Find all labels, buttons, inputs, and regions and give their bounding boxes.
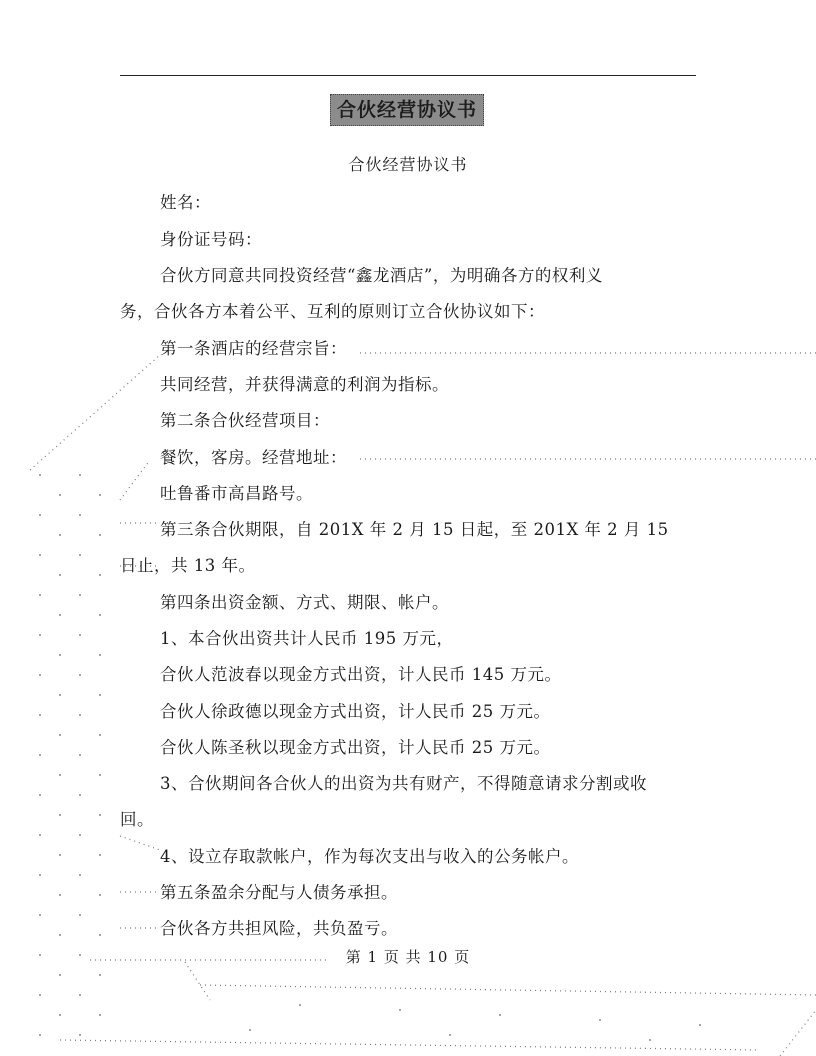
article-2-heading: 第二条合伙经营项目：: [160, 411, 330, 430]
article-4-heading: 第四条出资金额、方式、期限、帐户。: [160, 593, 449, 612]
preamble-line-1: 合伙方同意共同投资经营“鑫龙酒店”，为明确各方的权利义: [160, 266, 603, 285]
article-4-item-1: 1、本合伙出资共计人民币 195 万元，: [160, 629, 454, 648]
header-banner-title: 合伙经营协议书: [330, 94, 484, 126]
preamble-line-2: 务，合伙各方本着公平、互利的原则订立合伙协议如下：: [120, 302, 545, 321]
article-3-line-1: 第三条合伙期限，自 201X 年 2 月 15 日起，至 201X 年 2 月 15: [160, 520, 669, 539]
article-2-address: 吐鲁番市高昌路号。: [160, 484, 313, 503]
article-1-text: 共同经营，并获得满意的利润为指标。: [160, 375, 449, 394]
article-4-item-4: 4、设立存取款帐户，作为每次支出与收入的公务帐户。: [160, 847, 579, 866]
partner-contribution-2: 合伙人徐政德以现金方式出资，计人民币 25 万元。: [160, 702, 551, 721]
article-5-text: 合伙各方共担风险，共负盈亏。: [160, 919, 398, 938]
partner-contribution-3: 合伙人陈圣秋以现金方式出资，计人民币 25 万元。: [160, 738, 551, 757]
article-1-heading: 第一条酒店的经营宗旨：: [160, 339, 347, 358]
article-4-item-3-line-1: 3、合伙期间各合伙人的出资为共有财产，不得随意请求分割或收: [160, 774, 647, 793]
page-number-footer: 第 1 页 共 10 页: [345, 948, 471, 966]
article-3-line-2: 日止，共 13 年。: [120, 556, 256, 575]
field-id-number-label: 身份证号码：: [160, 230, 262, 249]
field-name-label: 姓名：: [160, 193, 211, 212]
article-5-heading: 第五条盈余分配与人债务承担。: [160, 883, 398, 902]
partner-contribution-1: 合伙人范波春以现金方式出资，计人民币 145 万元。: [160, 665, 562, 684]
article-4-item-3-line-2: 回。: [120, 810, 154, 829]
document-title: 合伙经营协议书: [348, 155, 468, 174]
article-2-text: 餐饮，客房。经营地址：: [160, 448, 347, 467]
header-rule: [120, 75, 696, 76]
